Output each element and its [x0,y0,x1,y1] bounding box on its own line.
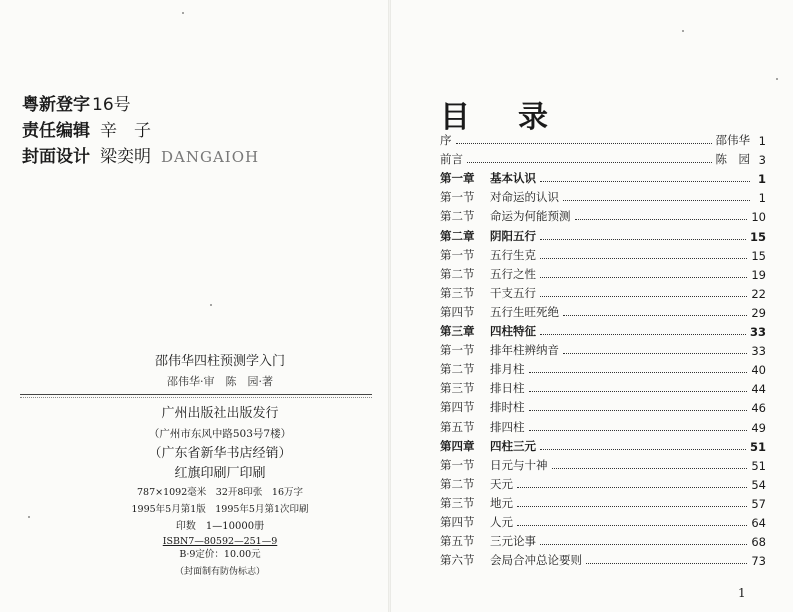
isbn: ISBN7—80592—251—9 [162,536,278,547]
price: B·9定价：10.00元 [179,549,261,560]
credit-extra: DANGAIOH [161,148,260,166]
toc-page-number: 1 [757,172,766,187]
toc-page-number: 22 [751,286,766,301]
toc-leader-dots [563,353,747,354]
toc-entry-title: 天元 [490,476,513,491]
toc-page-number: 68 [751,535,766,550]
toc-page-number: 29 [751,305,766,320]
credit-label: 责任编辑 [22,121,90,141]
toc-entry-row [440,455,766,473]
divider [20,394,372,395]
toc-entry-row [440,245,766,263]
toc-page-number: 73 [751,554,766,569]
toc-leader-dots [540,334,746,335]
cip-publication-block [70,404,370,582]
toc-entry-row [440,302,766,320]
toc-entry-title: 人元 [490,515,513,529]
right-page [390,0,793,612]
toc-entry-row [440,359,766,377]
toc-leader-dots [540,544,747,545]
toc-entry-title: 五行之性 [490,266,536,281]
toc-section-label: 第二节 [440,209,475,224]
toc-page-number: 19 [751,267,766,282]
toc-page-number: 15 [751,248,766,263]
credit-label: 封面设计 [22,147,90,167]
toc-leader-dots [517,506,747,507]
toc-section-label: 第四节 [440,304,475,319]
toc-leader-dots [456,143,712,144]
toc-page-number: 51 [751,458,766,473]
cip-title-block [70,350,370,389]
toc-entry-title: 五行生旺死绝 [490,304,559,319]
toc-leader-dots [540,277,747,278]
toc-chapter-row [440,168,766,186]
toc-entry-title: 干支五行 [490,285,536,300]
credit-label: 粤新登字 [22,95,90,115]
toc-leader-dots [540,258,747,259]
toc-entry-row [440,283,766,301]
toc-entry-title: 排四柱 [490,419,525,434]
toc-leader-dots [540,296,747,297]
toc-entry-title: 阴阳五行 [490,228,536,243]
book-authors: 邵伟华·审 陈 园·著 [167,375,273,388]
toc-entry-title: 四柱三元 [490,438,536,453]
scan-speck [182,12,184,14]
toc-entry-row [440,493,766,511]
toc-section-label: 第二节 [440,266,475,281]
credit-value: 辛 子 [100,121,151,141]
toc-section-label: 第二节 [440,476,475,491]
toc-entry-title: 五行生克 [490,247,536,262]
toc-page-number: 64 [751,516,766,530]
toc-leader-dots [529,430,748,431]
toc-page-number: 15 [749,229,766,244]
toc-page-number: 10 [751,210,766,225]
toc-leader-dots [540,181,750,182]
toc-chapter-row [440,226,766,244]
toc-section-label: 第一章 [440,171,475,186]
toc-section-label: 第五节 [440,419,475,434]
scan-speck [682,30,684,32]
toc-section-label: 第三章 [440,324,475,338]
toc-leader-dots [540,449,746,450]
left-page [0,0,390,612]
toc-entry-title: 会局合冲总论要则 [490,553,582,568]
toc-section-label: 第四章 [440,438,475,453]
toc-entry-title: 对命运的认识 [490,190,559,205]
toc-section-label: 第一节 [440,190,475,205]
distributor: （广东省新华书店经销） [148,446,292,461]
toc-section-label: 第二节 [440,362,475,377]
toc-section-label: 第二章 [440,228,475,243]
scan-speck [776,78,778,80]
toc-section-label: 前言 [440,152,463,167]
toc-section-label: 第三节 [440,285,475,300]
credit-value: 梁奕明 [100,147,151,167]
toc-page-number: 1 [758,134,766,148]
toc-entry-row [440,130,766,148]
credit-value: 16号 [92,95,131,115]
toc-chapter-row [440,321,766,339]
toc-chapter-row [440,436,766,454]
toc-leader-dots [540,239,746,240]
toc-leader-dots [529,410,748,411]
toc-page-number: 51 [749,439,766,454]
toc-page-number: 40 [751,363,766,378]
toc-entry-row [440,340,766,358]
toc-leader-dots [563,315,747,316]
toc-section-label: 第四节 [440,515,475,529]
toc-section-label: 第一节 [440,343,475,358]
toc-section-label: 第五节 [440,534,475,549]
toc-leader-dots [563,200,750,201]
toc-entry-row [440,206,766,224]
toc-leader-dots [586,563,747,564]
toc-entry-title: 排时柱 [490,400,525,415]
toc-leader-dots [517,487,747,488]
toc-page-number: 49 [751,420,766,435]
toc-entry-row [440,417,766,435]
toc-page-number: 33 [751,344,766,359]
toc-page-number: 3 [758,153,766,168]
toc-leader-dots [529,391,748,392]
print-run: 印数 1—10000册 [175,521,265,532]
toc-entry-author: 陈 园 [715,152,750,167]
toc-leader-dots [517,525,747,526]
book-specs: 787×1092毫米 32开8印张 16万字 [137,487,303,498]
toc-leader-dots [529,372,748,373]
printer: 红旗印刷厂印刷 [174,466,266,481]
toc-entry-title: 基本认识 [490,171,536,186]
toc-entry-row [440,474,766,492]
toc-entry-row [440,149,766,167]
toc-entry-title: 命运为何能预测 [490,209,571,224]
toc-entry-title: 排年柱辨纳音 [490,343,559,358]
publisher: 广州出版社出版发行 [161,406,279,421]
toc-heading-char: 目 [440,100,470,135]
edition-info: 1995年5月第1版 1995年5月第1次印刷 [131,504,309,515]
toc-page-number: 44 [751,382,766,397]
page-number: 1 [738,586,746,600]
toc-section-label: 第一节 [440,457,475,472]
toc-entry-row [440,264,766,282]
toc-section-label: 序 [440,133,452,147]
toc-section-label: 第三节 [440,495,475,510]
credit-cover-design [22,142,259,167]
toc-entry-row [440,550,766,568]
toc-heading-char: 录 [518,100,548,135]
toc-entry-author: 邵伟华 [715,133,750,147]
toc-page-number: 57 [751,496,766,511]
toc-leader-dots [575,219,748,220]
toc-section-label: 第一节 [440,247,475,262]
toc-page-number: 46 [751,401,766,416]
toc-page-number: 33 [749,325,766,339]
toc-entry-row [440,187,766,205]
publisher-address: （广州市东风中路503号7楼） [148,428,292,440]
toc-section-label: 第三节 [440,381,475,396]
toc-entry-title: 三元论事 [490,534,536,549]
scan-speck [210,304,212,306]
toc-section-label: 第六节 [440,553,475,568]
anti-counterfeit-note: （封面制有防伪标志） [174,567,265,577]
toc-entry-title: 地元 [490,495,513,510]
toc-entry-title: 排月柱 [490,362,525,377]
toc-section-label: 第四节 [440,400,475,415]
credit-registration [22,90,131,115]
toc-entry-title: 日元与十神 [490,457,548,472]
toc-entry-title: 排日柱 [490,381,525,396]
toc-entry-title: 四柱特征 [490,324,536,338]
book-title: 邵伟华四柱预测学入门 [154,354,285,369]
toc-entry-row [440,512,766,530]
toc-leader-dots [467,162,712,163]
toc-entry-row [440,378,766,396]
toc-leader-dots [552,468,748,469]
toc-entry-row [440,531,766,549]
divider [20,397,372,398]
toc-page-number: 54 [751,477,766,492]
credit-editor [22,116,151,141]
scan-speck [28,516,30,518]
toc-entry-row [440,397,766,415]
toc-page-number: 1 [758,191,766,206]
